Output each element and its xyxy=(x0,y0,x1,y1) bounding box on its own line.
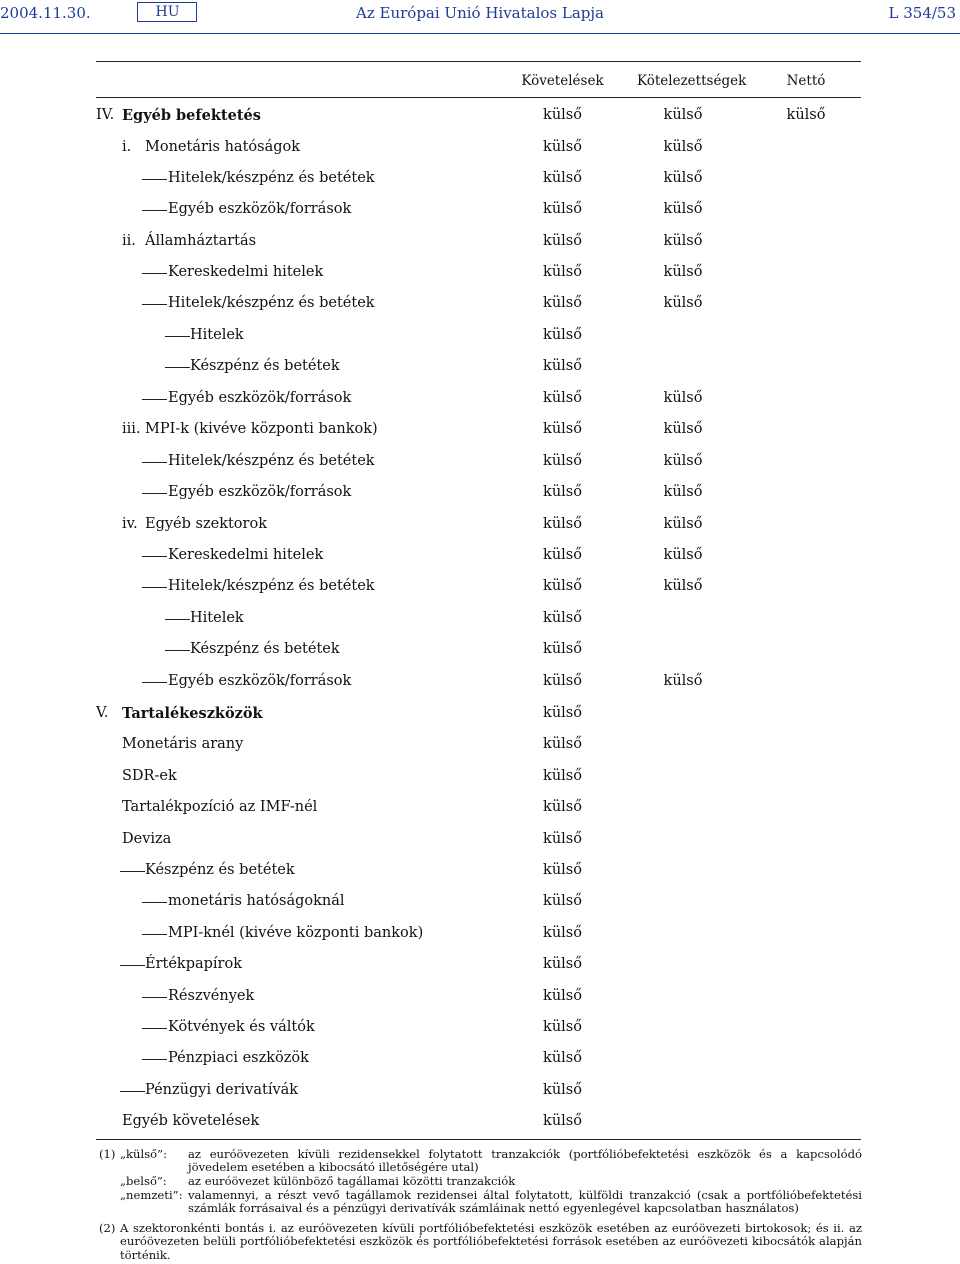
column-header-net: Nettó xyxy=(786,73,826,89)
row-label: Egyéb befektetés xyxy=(122,107,261,124)
indent-dash xyxy=(142,462,167,463)
table-row xyxy=(0,107,960,127)
footnote-2-marker: (2) xyxy=(99,1221,116,1235)
column-header-claims: Követelések xyxy=(521,73,604,89)
table-row xyxy=(0,705,960,725)
cell-liabilities: külső xyxy=(663,547,703,563)
cell-liabilities: külső xyxy=(663,170,703,186)
row-label: Államháztartás xyxy=(145,233,257,249)
cell-liabilities: külső xyxy=(663,673,703,689)
cell-claims: külső xyxy=(543,831,582,847)
indent-dash xyxy=(142,304,167,305)
row-label: Hitelek xyxy=(190,327,244,343)
table-row xyxy=(0,421,960,441)
row-label: Egyéb szektorok xyxy=(145,516,267,532)
cell-claims: külső xyxy=(543,139,582,155)
cell-liabilities: külső xyxy=(663,139,703,155)
cell-claims: külső xyxy=(543,484,582,500)
header-rule xyxy=(0,33,960,34)
cell-claims: külső xyxy=(543,170,582,186)
footnote-def-text: valamennyi, a részt vevő tagállamok rezidensei által folytatott, külföldi tranzakció (csak a portfólióbefektetési számlák forrásaival és a pénzügyi derivatívák számláinak nettó egyenlegével kapcsolatban használatos) xyxy=(188,1188,862,1216)
row-number: V. xyxy=(96,705,109,721)
footnote-def-text: az euróövezeten kívüli rezidensekkel folytatott tranzakciók (portfólióbefektetési eszközök és a kapcsolódó jövedelem esetében a kibocsátó illetőségére utal) xyxy=(188,1147,862,1175)
table-row xyxy=(0,1019,960,1039)
row-label: Pénzügyi derivatívák xyxy=(145,1082,299,1098)
table-row xyxy=(0,893,960,913)
indent-dash xyxy=(142,399,167,400)
row-label: Készpénz és betétek xyxy=(145,862,295,878)
table-row xyxy=(0,1082,960,1102)
indent-dash xyxy=(165,367,190,368)
indent-dash xyxy=(142,493,167,494)
cell-claims: külső xyxy=(543,768,582,784)
row-label: Kereskedelmi hitelek xyxy=(168,547,324,563)
row-label: Hitelek/készpénz és betétek xyxy=(168,578,375,594)
cell-claims: külső xyxy=(543,705,582,721)
row-label: Tartalékeszközök xyxy=(122,705,263,722)
cell-liabilities: külső xyxy=(663,453,703,469)
table-row xyxy=(0,264,960,284)
row-label: monetáris hatóságoknál xyxy=(168,893,345,909)
footnote-def-text: az euróövezet különböző tagállamai közötti tranzakciók xyxy=(188,1174,516,1188)
row-label: Értékpapírok xyxy=(145,956,243,972)
cell-liabilities: külső xyxy=(663,264,703,280)
row-label: Kötvények és váltók xyxy=(168,1019,315,1035)
table-row xyxy=(0,578,960,598)
cell-liabilities: külső xyxy=(663,484,703,500)
row-label: Kereskedelmi hitelek xyxy=(168,264,324,280)
table-row xyxy=(0,327,960,347)
row-label: Egyéb eszközök/források xyxy=(168,390,352,406)
row-label: Egyéb eszközök/források xyxy=(168,201,352,217)
table-row xyxy=(0,673,960,693)
indent-dash xyxy=(120,1091,145,1092)
cell-claims: külső xyxy=(543,547,582,563)
table-row xyxy=(0,139,960,159)
footnote-1-marker: (1) xyxy=(99,1147,116,1161)
table-row xyxy=(0,453,960,473)
table-row xyxy=(0,233,960,253)
indent-dash xyxy=(142,934,167,935)
cell-claims: külső xyxy=(543,610,582,626)
row-label: SDR-ek xyxy=(122,768,177,784)
table-row xyxy=(0,610,960,630)
page-header xyxy=(0,4,960,26)
row-label: Egyéb követelések xyxy=(122,1113,260,1129)
cell-claims: külső xyxy=(543,233,582,249)
cell-claims: külső xyxy=(543,516,582,532)
indent-dash xyxy=(142,556,167,557)
row-number: iv. xyxy=(122,516,138,532)
row-label: Egyéb eszközök/források xyxy=(168,484,352,500)
indent-dash xyxy=(142,1059,167,1060)
cell-claims: külső xyxy=(543,390,582,406)
table-row xyxy=(0,390,960,410)
cell-claims: külső xyxy=(543,736,582,752)
cell-claims: külső xyxy=(543,641,582,657)
indent-dash xyxy=(165,336,190,337)
table-bottom-rule xyxy=(96,1139,861,1140)
column-header-rule xyxy=(96,97,861,98)
row-label: Készpénz és betétek xyxy=(190,358,340,374)
cell-claims: külső xyxy=(543,1113,582,1129)
table-row xyxy=(0,484,960,504)
cell-claims: külső xyxy=(543,264,582,280)
row-label: Hitelek xyxy=(190,610,244,626)
indent-dash xyxy=(142,1028,167,1029)
table-row xyxy=(0,768,960,788)
row-label: MPI-knél (kivéve központi bankok) xyxy=(168,925,424,941)
cell-claims: külső xyxy=(543,327,582,343)
column-header-liabilities: Kötelezettségek xyxy=(637,73,747,89)
table-top-rule xyxy=(96,61,861,62)
row-label: MPI-k (kivéve központi bankok) xyxy=(145,421,378,437)
row-number: i. xyxy=(122,139,132,155)
table-row xyxy=(0,1050,960,1070)
table-row xyxy=(0,988,960,1008)
indent-dash xyxy=(142,587,167,588)
header-date: 2004.11.30. xyxy=(0,4,91,22)
indent-dash xyxy=(142,682,167,683)
cell-claims: külső xyxy=(543,956,582,972)
indent-dash xyxy=(142,273,167,274)
cell-claims: külső xyxy=(543,1019,582,1035)
row-label: Egyéb eszközök/források xyxy=(168,673,352,689)
row-label: Deviza xyxy=(122,831,172,847)
cell-liabilities: külső xyxy=(663,421,703,437)
cell-claims: külső xyxy=(543,673,582,689)
header-title: Az Európai Unió Hivatalos Lapja xyxy=(356,4,604,22)
table-row xyxy=(0,925,960,945)
cell-claims: külső xyxy=(543,107,582,123)
cell-liabilities: külső xyxy=(663,201,703,217)
indent-dash xyxy=(142,210,167,211)
table-row xyxy=(0,295,960,315)
cell-claims: külső xyxy=(543,358,582,374)
cell-claims: külső xyxy=(543,925,582,941)
cell-claims: külső xyxy=(543,201,582,217)
table-row xyxy=(0,799,960,819)
cell-claims: külső xyxy=(543,1050,582,1066)
indent-dash xyxy=(165,619,190,620)
indent-dash xyxy=(120,965,145,966)
table-row xyxy=(0,170,960,190)
cell-claims: külső xyxy=(543,862,582,878)
table-row xyxy=(0,956,960,976)
row-number: IV. xyxy=(96,107,115,123)
header-page-number: L 354/53 xyxy=(888,4,956,22)
table-row xyxy=(0,358,960,378)
row-label: Részvények xyxy=(168,988,255,1004)
row-label: Hitelek/készpénz és betétek xyxy=(168,170,375,186)
row-label: Monetáris arany xyxy=(122,736,244,752)
cell-claims: külső xyxy=(543,893,582,909)
cell-claims: külső xyxy=(543,988,582,1004)
row-number: ii. xyxy=(122,233,136,249)
table-row xyxy=(0,736,960,756)
row-label: Készpénz és betétek xyxy=(190,641,340,657)
footnote-def-term: „nemzeti”: xyxy=(120,1188,183,1202)
row-label: Tartalékpozíció az IMF-nél xyxy=(122,799,318,815)
cell-liabilities: külső xyxy=(663,390,703,406)
footnote-2-text: A szektoronkénti bontás i. az euróövezeten kívüli portfólióbefektetési eszközök esetében az euróövezeti birtokosok; és ii. az euróövezeten belüli portfólióbefektetési eszközök és portfólióbefektetési források esetében az euróövezeti kibocsátók alapján történik. xyxy=(120,1221,862,1262)
cell-claims: külső xyxy=(543,453,582,469)
cell-claims: külső xyxy=(543,799,582,815)
row-label: Hitelek/készpénz és betétek xyxy=(168,453,375,469)
row-label: Hitelek/készpénz és betétek xyxy=(168,295,375,311)
indent-dash xyxy=(142,179,167,180)
cell-liabilities: külső xyxy=(663,107,703,123)
indent-dash xyxy=(165,650,190,651)
cell-claims: külső xyxy=(543,295,582,311)
cell-liabilities: külső xyxy=(663,516,703,532)
table-row xyxy=(0,641,960,661)
cell-claims: külső xyxy=(543,1082,582,1098)
indent-dash xyxy=(120,871,145,872)
table-row xyxy=(0,862,960,882)
table-row xyxy=(0,1113,960,1133)
cell-claims: külső xyxy=(543,421,582,437)
header-language-badge: HU xyxy=(137,2,197,22)
table-row xyxy=(0,831,960,851)
table-row xyxy=(0,547,960,567)
cell-net: külső xyxy=(786,107,826,123)
table-row xyxy=(0,516,960,536)
indent-dash xyxy=(142,902,167,903)
footnote-def-term: „külső”: xyxy=(120,1147,167,1161)
cell-liabilities: külső xyxy=(663,578,703,594)
cell-claims: külső xyxy=(543,578,582,594)
cell-liabilities: külső xyxy=(663,295,703,311)
row-label: Pénzpiaci eszközök xyxy=(168,1050,309,1066)
cell-liabilities: külső xyxy=(663,233,703,249)
footnote-def-term: „belső”: xyxy=(120,1174,167,1188)
indent-dash xyxy=(142,997,167,998)
table-row xyxy=(0,201,960,221)
row-label: Monetáris hatóságok xyxy=(145,139,301,155)
row-number: iii. xyxy=(122,421,141,437)
